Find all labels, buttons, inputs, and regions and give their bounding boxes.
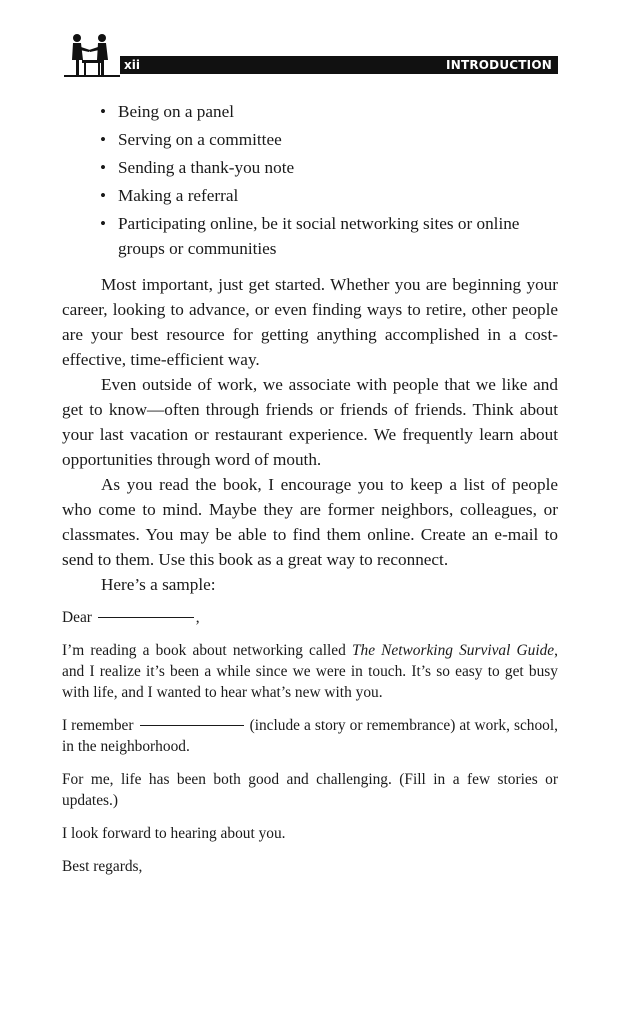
page-header	[60, 30, 558, 78]
letter-paragraph: I’m reading a book about networking called The Networking Survival Guide, and I realize it’s been a while since we were in touch. It’s so easy to get busy with life, and I wanted to hear what’s new with you.	[62, 642, 558, 701]
letter-paragraph: For me, life has been both good and challenging. (Fill in a few stories or updates.)	[62, 771, 558, 809]
list-item: • Participating online, be it social networking sites or online groups or communities	[62, 211, 558, 261]
bullet-icon: •	[100, 102, 107, 121]
page-content	[62, 99, 558, 889]
fill-in-blank	[98, 616, 194, 618]
bullet-icon: •	[100, 214, 107, 233]
fill-in-blank	[140, 724, 244, 726]
bullet-icon: •	[100, 158, 107, 177]
body-paragraph: As you read the book, I encourage you to keep a list of people who come to mind. Maybe they are former neighbors, colleagues, or classmates. You may be able to find them online. Create an e-mail to send to them. Use this book as a great way to reconnect.	[62, 475, 558, 569]
body-paragraph: Here’s a sample:	[101, 575, 216, 594]
body-paragraph: Most important, just get started. Whether you are beginning your career, looking to advance, or even finding ways to retire, other people are your best resource for getting anything accomplished in a cost-effective, time-efficient way.	[62, 275, 558, 369]
letter-salutation: Dear ,	[62, 609, 200, 626]
sample-letter	[62, 607, 558, 877]
section-title: INTRODUCTION	[446, 58, 552, 72]
list-item: • Being on a panel	[62, 99, 558, 125]
page-number: xii	[124, 58, 140, 72]
bullet-icon: •	[100, 186, 107, 205]
handshake-figures-icon	[60, 30, 120, 78]
list-item: • Serving on a committee	[62, 127, 558, 153]
book-title: The Networking Survival Guide	[351, 642, 555, 659]
list-item: • Sending a thank-you note	[62, 155, 558, 181]
list-item: • Making a referral	[62, 183, 558, 209]
bullet-icon: •	[100, 130, 107, 149]
letter-paragraph: I look forward to hearing about you.	[62, 825, 286, 842]
body-paragraph: Even outside of work, we associate with people that we like and get to know—often through friends or friends of friends. Think about your last vacation or restaurant experience. We frequently learn about opportunities through word of mouth.	[62, 375, 558, 469]
bullet-list	[62, 99, 558, 261]
header-bar	[120, 56, 558, 74]
letter-paragraph: I remember (include a story or remembrance) at work, school, in the neighborhood.	[62, 717, 558, 755]
letter-closing: Best regards,	[62, 858, 143, 875]
